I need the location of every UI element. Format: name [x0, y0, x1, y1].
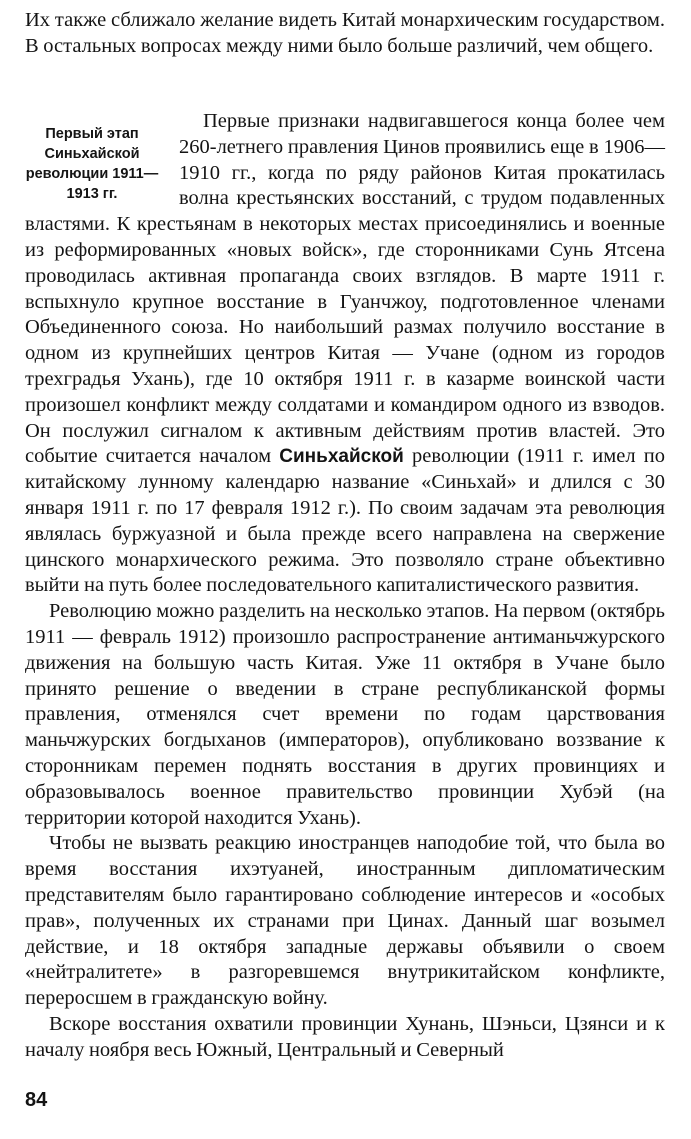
intro-paragraph	[25, 8, 665, 60]
page-number: 84	[25, 1089, 48, 1111]
section-sidenote: Первый этап Синьхайской революции 1911— 1913 гг.	[25, 126, 159, 202]
paragraph-1-start: Первые признаки надвигавшегося конца более чем 260-летнего правления Цинов проявились еще в 1906—1910 гг., когда по ряду районов Китая прокатилась волна крестьянских восстаний, с трудом подавленных властями. К крестьянам в некоторых местах присоединялись и военные из реформированных «новых войск», где сторонниками Сунь Ятсена проводилась активная пропаганда своих взглядов. В марте 1911 г. вспыхнуло крупное восстание в Гуанчжоу, подготовленное членами Объединенного союза. Но наибольший размах получило восстание в одном из крупнейших центров Китая — Учане (одном из городов трехградья Ухань), где 10 октября 1911 г. в казарме воинской части произошел конфликт между солдатами и командиром одного из взводов. Он послужил сигналом к активным действиям против властей. Это событие считается началом	[25, 110, 665, 468]
paragraph-4: Вскоре восстания охватили провинции Хунань, Шэньси, Цзянси и к началу ноября весь Южный, Центральный и Северный	[25, 1012, 665, 1061]
paragraph-3: Чтобы не вызвать реакцию иностранцев наподобие той, что была во время восстания ихэтуаней, иностранным дипломатическим представителям было гарантировано соблюдение интересов и «особых прав», полученных их странами при Цинах. Данный шаг возымел действие, и 18 октября западные державы объявили о своем «нейтралитете» в разгоревшемся внутрикитайском конфликте, переросшем в гражданскую войну.	[25, 832, 665, 1010]
paragraph-1-end: революции (1911 г. имел по китайскому лунному календарю название «Синьхай» и длился с 30 января 1911 г. по 17 февраля 1912 г.). По своим задачам эта революция являлась буржуазной и была прежде всего направлена на свержение цинского монархического режима. Это позволяло стране объективно выйти на путь более последовательного капиталистического развития.	[25, 445, 666, 597]
paragraph-1	[25, 109, 665, 599]
intro-text: Их также сближало желание видеть Китай монархическим государством. В остальных вопросах между ними было больше различий, чем общего.	[25, 9, 665, 57]
emphasized-term: Синьхайской	[279, 446, 404, 468]
paragraph-2: Революцию можно разделить на несколько этапов. На первом (октябрь 1911 — февраль 1912) произошло распространение антиманьчжурского движения на большую часть Китая. Уже 11 октября в Учане было принято решение о введении в стране республиканской формы правления, отменялся счет времени по годам царствования маньчжурских богдыханов (императоров), опубликовано воззвание к сторонникам перемен поднять восстания в других провинциях и образовывалось военное правительство провинции Хубэй (на территории которой находится Ухань).	[25, 600, 665, 829]
main-text	[25, 109, 665, 1063]
